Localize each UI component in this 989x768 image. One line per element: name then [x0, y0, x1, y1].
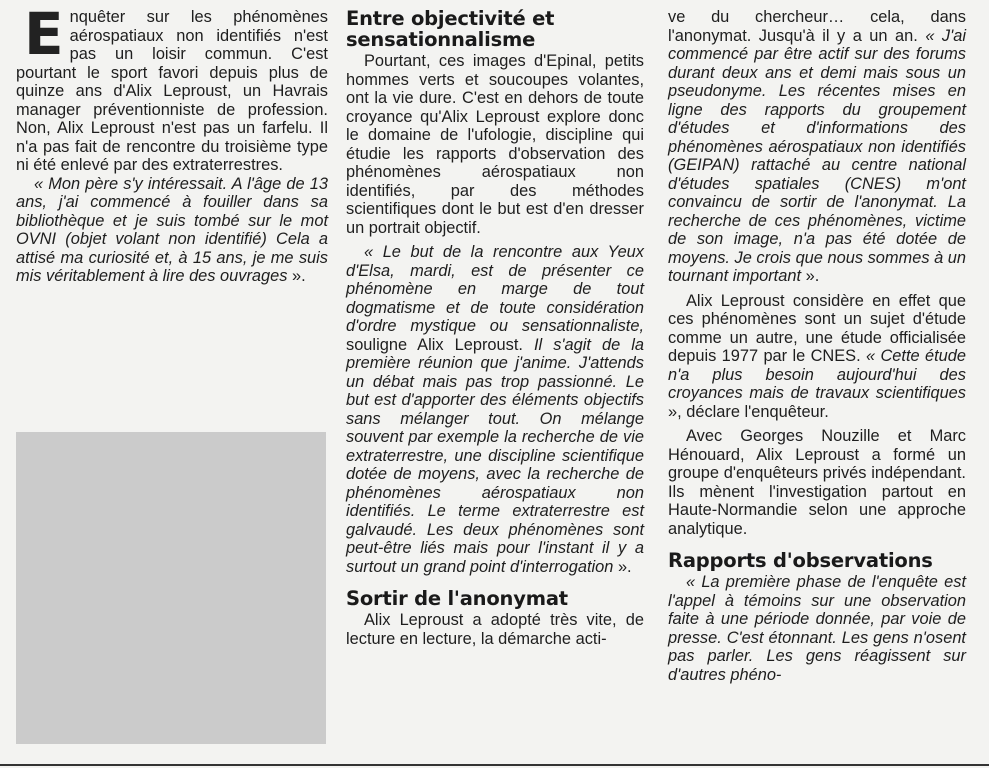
section-heading-anonymat: Sortir de l'anonymat [346, 587, 568, 610]
photo-placeholder [16, 432, 326, 744]
quote-text: « J'ai commencé par être actif sur des forums durant deux ans et demi mais sous un pseudonyme. Les récentes mises en ligne des rapports du groupement d'études et d'informations des phénomènes aérospatiaux non identifiés (GEIPAN) rattaché au centre national d'études spatiales (CNES) m'ont convaincu de sortir de l'anonymat. La recherche de ces phénomènes, victime de son image, n'a pas été dotée de moyens. Je crois que nous sommes à un tournant important [668, 26, 966, 285]
section-heading-objectivite: Entre objectivité et sensationnalisme [346, 7, 555, 51]
quote-text: « Cette étude n'a plus besoin aujourd'hui des croyances mais de travaux scientifiques [668, 347, 966, 402]
quote-text: Il s'agit de la première réunion que j'anime. J'attends un débat mais pas trop passionné. Le but est d'apporter des éléments objectifs sans mélanger tout. On mélange souvent par exemple la recherche de vie extraterrestre, une discipline scientifique dotée de moyens, avec la recherche de phénomènes aérospatiaux non identifiés. Le terme extraterrestre est galvaudé. Les deux phénomènes sont peut-être liés mais pour l'instant il y a surtout un grand point d'interrogation [346, 335, 644, 576]
quote-paragraph [346, 243, 644, 576]
paragraph: Avec Georges Nouzille et Marc Hénouard, Alix Leproust a formé un groupe d'enquêteurs privés indépendant. Ils mènent l'investigation partout en Haute-Normandie selon une approche analytique. [668, 427, 966, 538]
quote-text: « Mon père s'y intéressait. A l'âge de 13 ans, j'ai commencé à fouiller dans sa bibliothèque et je suis tombé sur le mot OVNI (objet volant non identifié) Cela a attisé ma curiosité et, à 15 ans, je me suis mis véritablement à lire des ouvrages [16, 174, 328, 285]
quote-end: ». [287, 267, 306, 285]
text: Alix Leproust considère en effet que ces phénomènes sont un sujet d'étude comme un autre, une étude officialisée depuis 1977 par le CNES. [668, 291, 966, 365]
quote-text: « La première phase de l'enquête est l'appel à témoins sur une observation faite à une période donnée, par voie de presse. C'est étonnant. Les gens n'osent pas parler. Les gens réagissent sur d'autres phéno- [668, 573, 966, 684]
paragraph [668, 8, 966, 286]
quote-end: ». [801, 267, 820, 285]
column-1 [16, 0, 328, 286]
column-3 [668, 8, 966, 684]
intro-paragraph [16, 0, 328, 175]
text: », déclare l'enquêteur. [668, 402, 829, 421]
quote-end: ». [613, 557, 632, 576]
paragraph: Alix Leproust a adopté très vite, de lecture en lecture, la démarche acti- [346, 611, 644, 648]
column-2 [346, 8, 644, 648]
quote-paragraph [668, 573, 966, 684]
bottom-rule [0, 764, 989, 766]
drop-cap: E [24, 0, 64, 68]
paragraph [668, 292, 966, 422]
paragraph: Pourtant, ces images d'Epinal, petits hommes verts et soucoupes volantes, ont la vie dure. C'est en dehors de toute croyance qu'Alix Leproust explore donc le domaine de l'ufologie, discipline qui étudie les rapports d'observation des phénomènes aérospatiaux non identifiés, par des méthodes scientifiques dont le but est d'en dresser un portrait objectif. [346, 52, 644, 237]
quote-text: « Le but de la rencontre aux Yeux d'Elsa, mardi, est de présenter ce phénomène en marge de tout dogmatisme et de toute considération d'ordre mystique ou sensationnaliste, [346, 243, 644, 335]
quote-paragraph [16, 175, 328, 286]
attribution: souligne Alix Leproust. [346, 335, 534, 354]
text: ve du chercheur… cela, dans l'anonymat. Jusqu'à il y a un an. [668, 8, 966, 45]
intro-text: nquêter sur les phénomènes aérospatiaux non identifiés n'est pas un loisir commun. C'est pourtant le sport favori depuis plus de quinze ans d'Alix Leproust, un Havrais manager préventionniste de profession. Non, Alix Leproust n'est pas un farfelu. Il n'a pas fait de rencontre du troisième type ni été enlevé par des extraterrestres. [16, 8, 328, 174]
section-heading-rapports: Rapports d'observations [668, 549, 933, 572]
